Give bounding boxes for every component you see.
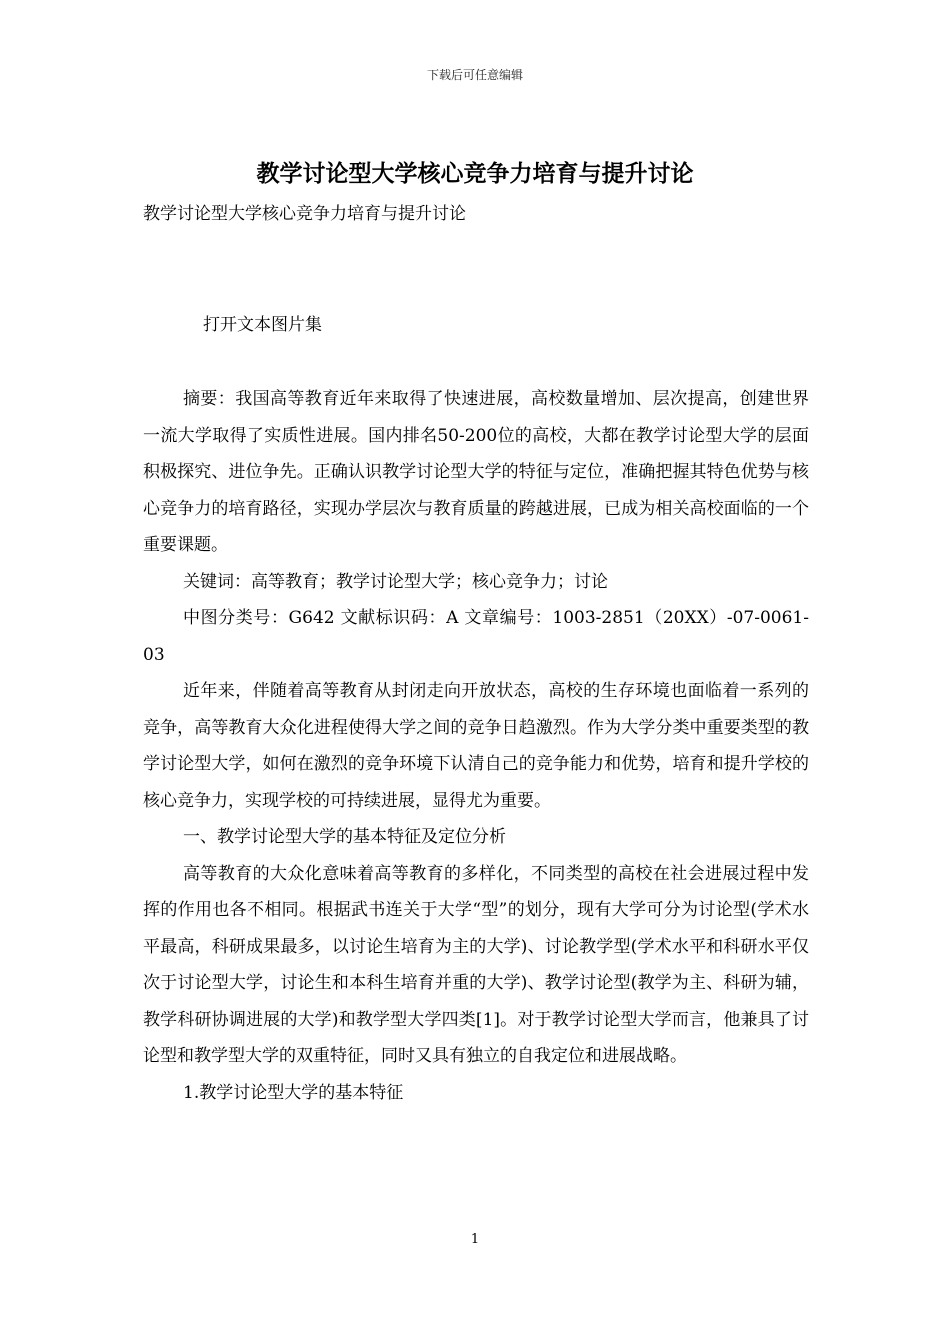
image-gallery-link[interactable]: 打开文本图片集 bbox=[203, 315, 322, 335]
document-title: 教学讨论型大学核心竞争力培育与提升讨论 bbox=[256, 160, 694, 187]
abstract-paragraph: 摘要：我国高等教育近年来取得了快速进展，高校数量增加、层次提高，创建世界一流大学取得了实质性进展。国内排名50-200位的高校，大都在教学讨论型大学的层面积极探究、进位争先。正确认识教学讨论型大学的特征与定位，准确把握其特色优势与核心竞争力的培育路径，实现办学层次与教育质量的跨越进展，已成为相关高校面临的一个重要课题。 bbox=[143, 389, 809, 555]
document-body bbox=[143, 381, 809, 1111]
page-header: 下载后可任意编辑 bbox=[426, 68, 523, 82]
section-heading: 一、教学讨论型大学的基本特征及定位分析 bbox=[183, 827, 506, 847]
subsection-heading: 1.教学讨论型大学的基本特征 bbox=[183, 1082, 404, 1103]
image-gallery-section bbox=[143, 307, 809, 344]
keywords-line: 关键词：高等教育；教学讨论型大学；核心竞争力；讨论 bbox=[183, 571, 608, 592]
page-number: 1 bbox=[470, 1232, 480, 1247]
document-subtitle bbox=[143, 196, 809, 233]
intro-paragraph: 近年来，伴随着高等教育从封闭走向开放状态，高校的生存环境也面临着一系列的竞争，高等教育大众化进程使得大学之间的竞争日趋激烈。作为大学分类中重要类型的教学讨论型大学，如何在激烈的竞争环境下认清自己的竞争能力和优势，培育和提升学校的核心竞争力，实现学校的可持续进展，显得尤为重要。 bbox=[143, 681, 809, 811]
classification-line: 中图分类号：G642 文献标识码：A 文章编号：1003-2851（20XX）-07-0061-03 bbox=[143, 608, 809, 665]
section-paragraph: 高等教育的大众化意味着高等教育的多样化，不同类型的高校在社会进展过程中发挥的作用也各不相同。根据武书连关于大学“型”的划分，现有大学可分为讨论型(学术水平最高，科研成果最多，以讨论生培育为主的大学)、讨论教学型(学术水平和科研水平仅次于讨论型大学，讨论生和本科生培育并重的大学)、教学讨论型(教学为主、科研为辅，教学科研协调进展的大学)和教学型大学四类[1]。对于教学讨论型大学而言，他兼具了讨论型和教学型大学的双重特征，同时又具有独立的自我定位和进展战略。 bbox=[143, 863, 809, 1066]
subtitle-text: 教学讨论型大学核心竞争力培育与提升讨论 bbox=[143, 204, 466, 224]
